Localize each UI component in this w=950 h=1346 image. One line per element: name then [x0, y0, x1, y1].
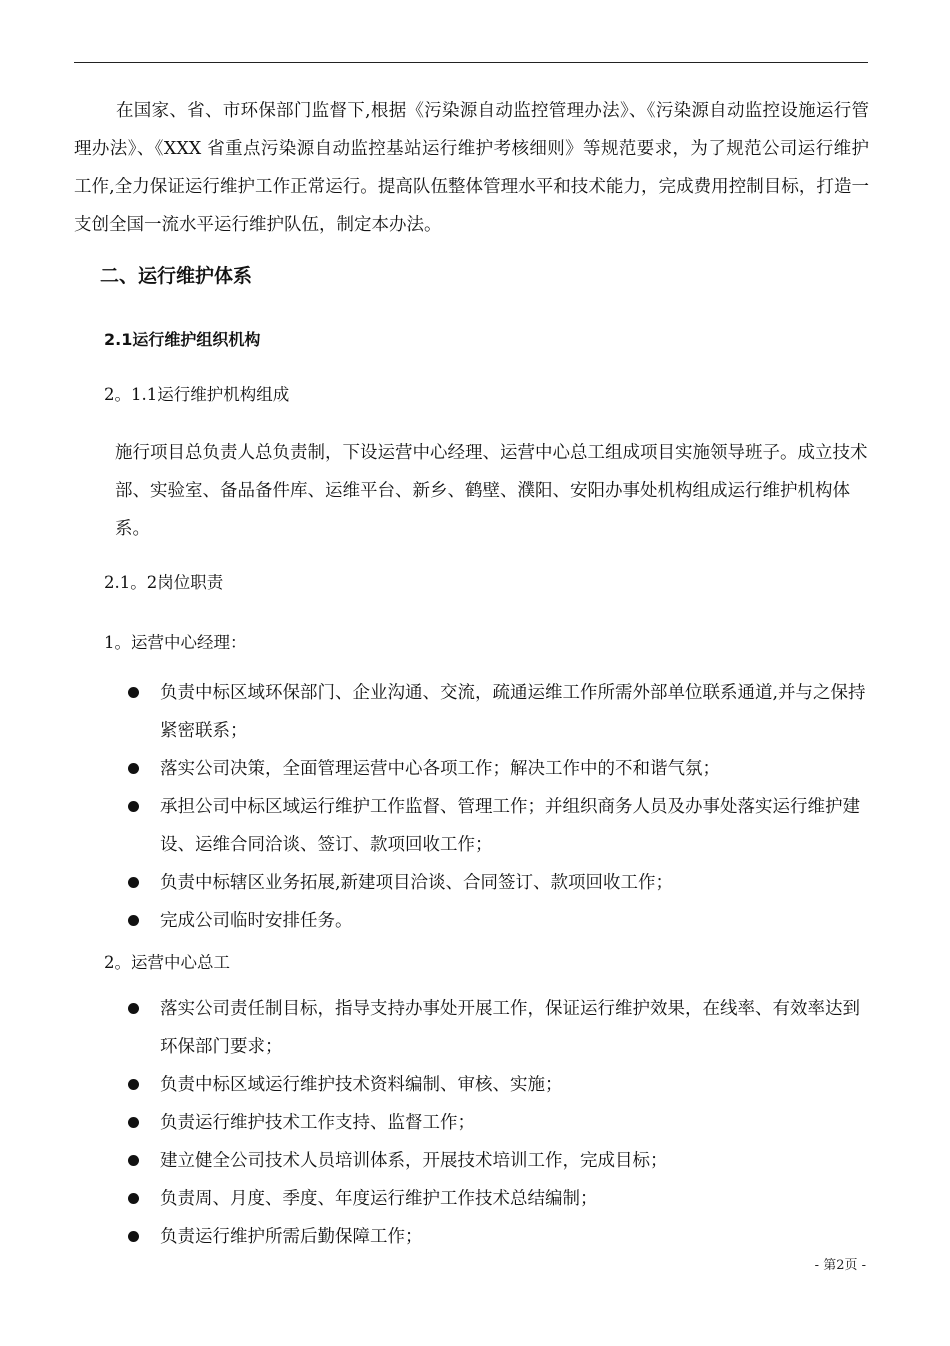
- list-item: [0, 1180, 870, 1218]
- duty-text: 负责中标辖区业务拓展,新建项目洽谈、合同签订、款项回收工作；: [160, 873, 674, 893]
- bullet-dot-icon: [128, 1117, 139, 1128]
- bullet-dot-icon: [128, 1231, 139, 1242]
- list-item: [0, 750, 870, 788]
- bullet-dot-icon: [128, 1193, 139, 1204]
- duty-text: 建立健全公司技术人员培训体系，开展技术培训工作，完成目标；: [160, 1151, 668, 1171]
- duty-text: 负责中标区域环保部门、企业沟通、交流，疏通运维工作所需外部单位联系通道,并与之保持紧密联系；: [160, 683, 866, 741]
- bullet-dot-icon: [128, 1003, 139, 1014]
- list-item: [0, 674, 870, 750]
- list-item: [0, 902, 870, 940]
- role-1-title: 1。运营中心经理：: [104, 633, 247, 652]
- bullet-dot-icon: [128, 1079, 139, 1090]
- role-2-title: 2。运营中心总工: [104, 953, 230, 972]
- bullet-dot-icon: [128, 763, 139, 774]
- sub-item-1-title: 2。1.1运行维护机构组成: [104, 385, 290, 404]
- duty-text: 负责周、月度、季度、年度运行维护工作技术总结编制；: [160, 1189, 598, 1209]
- bullet-dot-icon: [128, 801, 139, 812]
- list-item: [0, 1104, 870, 1142]
- duty-text: 完成公司临时安排任务。: [160, 911, 353, 931]
- list-item: [0, 1218, 870, 1256]
- list-item: [0, 1066, 870, 1104]
- duty-text: 负责中标区域运行维护技术资料编制、审核、实施；: [160, 1075, 563, 1095]
- sub-item-2-title: 2.1。2岗位职责: [104, 573, 224, 592]
- duty-text: 负责运行维护技术工作支持、监督工作；: [160, 1113, 475, 1133]
- page-number: - 第2页 -: [814, 1258, 866, 1273]
- subsection-heading: 2.1运行维护组织机构: [104, 330, 261, 349]
- bullet-dot-icon: [128, 1155, 139, 1166]
- role-1-duty-list: [0, 674, 950, 940]
- duty-text: 落实公司决策，全面管理运营中心各项工作；解决工作中的不和谐气氛；: [160, 759, 720, 779]
- bullet-dot-icon: [128, 915, 139, 926]
- duty-text: 负责运行维护所需后勤保障工作；: [160, 1227, 423, 1247]
- list-item: [0, 1142, 870, 1180]
- sub-item-1-text: 施行项目总负责人总负责制，下设运营中心经理、运营中心总工组成项目实施领导班子。成立技术部、实验室、备品备件库、运维平台、新乡、鹤壁、濮阳、安阳办事处机构组成运行维护机构体系。: [115, 443, 868, 539]
- duty-text: 承担公司中标区域运行维护工作监督、管理工作；并组织商务人员及办事处落实运行维护建设、运维合同洽谈、签订、款项回收工作；: [160, 797, 860, 855]
- intro-paragraph: 在国家、省、市环保部门监督下,根据《污染源自动监控管理办法》、《污染源自动监控设施运行管理办法》、《XXX 省重点污染源自动监控基站运行维护考核细则》等规范要求，为了规范公司运行维护工作,全力保证运行维护工作正常运行。提高队伍整体管理水平和技术能力，完成费用控制目标，打造一支创全国一流水平运行维护队伍，制定本办法。: [74, 101, 869, 235]
- bullet-dot-icon: [128, 877, 139, 888]
- bullet-dot-icon: [128, 687, 139, 698]
- list-item: [0, 864, 870, 902]
- role-2-duty-list: [0, 990, 950, 1256]
- header-rule: [74, 62, 868, 63]
- list-item: [0, 990, 870, 1066]
- list-item: [0, 788, 870, 864]
- duty-text: 落实公司责任制目标，指导支持办事处开展工作，保证运行维护效果，在线率、有效率达到环保部门要求；: [160, 999, 860, 1057]
- section-heading: 二、运行维护体系: [100, 265, 253, 287]
